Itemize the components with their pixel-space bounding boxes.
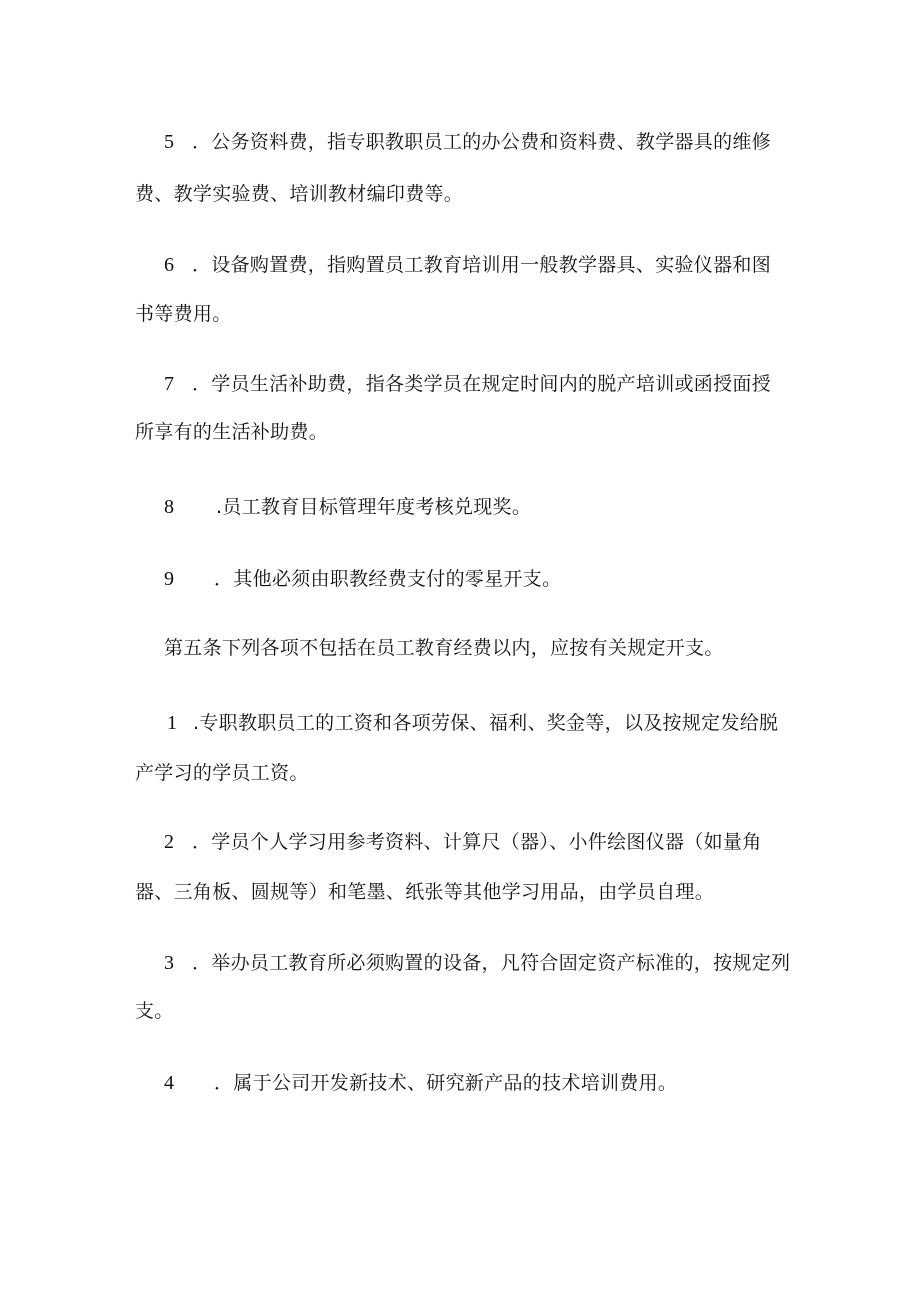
article-5-paragraph <box>0 636 920 660</box>
item-7-line-1 <box>0 372 920 396</box>
item-number: 8 <box>164 496 175 518</box>
sub-item-text-continued: 产学习的学员工资。 <box>135 762 309 784</box>
item-5-line-2 <box>0 182 920 206</box>
sub-item-number: 3 <box>164 952 175 974</box>
item-number: 9 <box>164 568 175 590</box>
article-5-text: 第五条下列各项不包括在员工教育经费以内，应按有关规定开支。 <box>164 637 724 659</box>
item-text: .员工教育目标管理年度考核兑现奖。 <box>216 496 532 518</box>
sub-item-3-line-2 <box>0 999 920 1023</box>
item-5-line-1 <box>0 130 920 154</box>
item-8-line-1 <box>0 495 920 519</box>
item-text: ．其他必须由职教经费支付的零星开支。 <box>214 568 562 590</box>
item-7-line-2 <box>0 420 920 444</box>
sub-item-text: ．学员个人学习用参考资料、计算尺（器）、小件绘图仪器（如量角 <box>192 831 762 853</box>
sub-item-number: 2 <box>164 831 175 853</box>
item-number: 5 <box>164 131 175 153</box>
item-text-continued: 书等费用。 <box>135 303 232 325</box>
sub-item-number: 4 <box>164 1072 175 1094</box>
item-text-continued: 所享有的生活补助费。 <box>135 421 329 443</box>
item-number: 6 <box>164 254 175 276</box>
item-text: ．公务资料费，指专职教职员工的办公费和资料费、教学器具的维修 <box>192 131 772 153</box>
sub-item-1-line-2 <box>0 761 920 785</box>
sub-item-3-line-1 <box>0 951 920 975</box>
item-6-line-2 <box>0 302 920 326</box>
item-9-line-1 <box>0 567 920 591</box>
item-number: 7 <box>164 373 175 395</box>
sub-item-1-line-1 <box>0 711 920 735</box>
sub-item-number: 1 <box>167 712 178 734</box>
sub-item-text: .专职教职员工的工资和各项劳保、福利、奖金等，以及按规定发给脱 <box>193 712 779 734</box>
sub-item-2-line-2 <box>0 880 920 904</box>
item-6-line-1 <box>0 253 920 277</box>
sub-item-text-continued: 器、三角板、圆规等）和笔墨、纸张等其他学习用品，由学员自理。 <box>135 881 715 903</box>
sub-item-4-line-1 <box>0 1071 920 1095</box>
sub-item-text: ．举办员工教育所必须购置的设备，凡符合固定资产标准的，按规定列 <box>192 952 791 974</box>
item-text: ．学员生活补助费，指各类学员在规定时间内的脱产培训或函授面授 <box>192 373 772 395</box>
sub-item-2-line-1 <box>0 830 920 854</box>
sub-item-text-continued: 支。 <box>135 1000 174 1022</box>
item-text-continued: 费、教学实验费、培训教材编印费等。 <box>135 183 464 205</box>
sub-item-text: ．属于公司开发新技术、研究新产品的技术培训费用。 <box>214 1072 678 1094</box>
item-text: ．设备购置费，指购置员工教育培训用一般教学器具、实验仪器和图 <box>192 254 772 276</box>
